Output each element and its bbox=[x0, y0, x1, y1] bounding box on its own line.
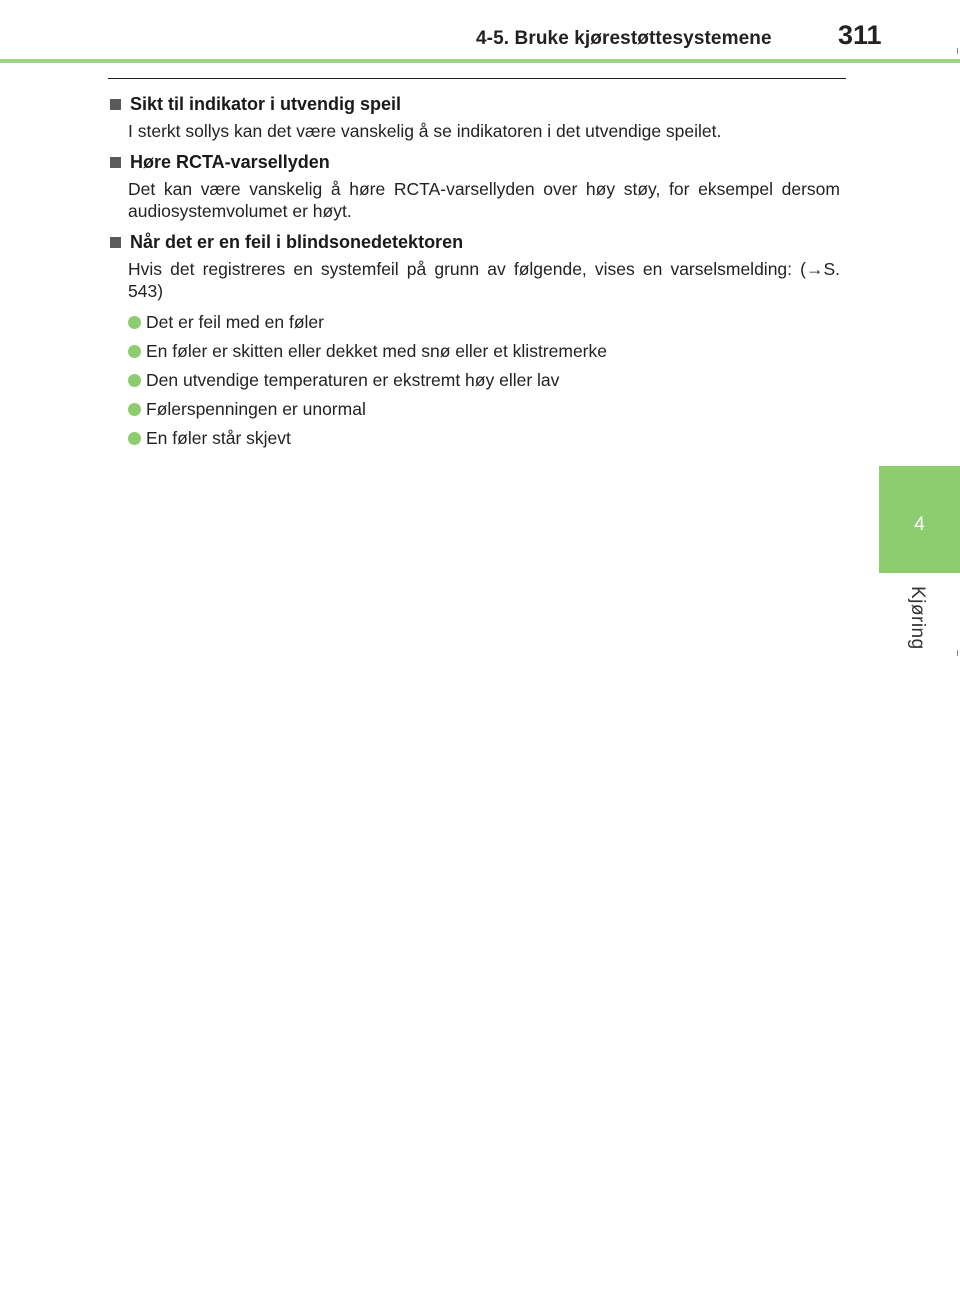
list-item-text: En føler er skitten eller dekket med snø eller et klistremerke bbox=[146, 341, 607, 361]
section-body: Hvis det registreres en systemfeil på grunn av følgende, vises en varselsmelding: (→S. 543) bbox=[128, 259, 840, 301]
page-number: 311 bbox=[838, 20, 882, 50]
cause-list bbox=[128, 308, 840, 453]
chapter-tab-label: Kjøring bbox=[907, 586, 928, 650]
section-heading bbox=[108, 92, 840, 116]
square-bullet-icon bbox=[110, 157, 121, 168]
section-body: I sterkt sollys kan det være vanskelig å se indikatoren i det utvendige speilet. bbox=[128, 121, 722, 141]
crop-mark bbox=[957, 48, 958, 54]
list-item-text: Den utvendige temperaturen er ekstremt høy eller lav bbox=[146, 370, 560, 390]
list-item bbox=[128, 308, 840, 337]
section-mirror-indicator bbox=[108, 92, 840, 142]
list-item bbox=[128, 424, 840, 453]
chapter-title: 4-5. Bruke kjørestøttesystemene bbox=[476, 28, 772, 49]
section-heading-text: Sikt til indikator i utvendig speil bbox=[130, 93, 402, 114]
round-bullet-icon bbox=[128, 316, 141, 329]
list-item bbox=[128, 366, 840, 395]
chapter-tab-number: 4 bbox=[914, 514, 925, 535]
round-bullet-icon bbox=[128, 432, 141, 445]
header-divider bbox=[0, 59, 960, 63]
round-bullet-icon bbox=[128, 403, 141, 416]
content-divider bbox=[108, 78, 846, 79]
list-item-text: En føler står skjevt bbox=[146, 428, 291, 448]
crop-mark bbox=[957, 650, 958, 656]
square-bullet-icon bbox=[110, 99, 121, 110]
section-heading bbox=[108, 150, 840, 174]
list-item-text: Følerspenningen er unormal bbox=[146, 399, 366, 419]
chapter-tab[interactable] bbox=[879, 466, 960, 573]
section-heading bbox=[108, 230, 840, 254]
section-blind-spot-error bbox=[108, 230, 840, 453]
section-rcta-sound bbox=[108, 150, 840, 222]
round-bullet-icon bbox=[128, 345, 141, 358]
section-heading-text: Når det er en feil i blindsonedetektoren bbox=[130, 231, 464, 252]
round-bullet-icon bbox=[128, 374, 141, 387]
section-body: Det kan være vanskelig å høre RCTA-varsellyden over høy støy, for eksempel dersom audiosystemvolumet er høyt. bbox=[128, 179, 840, 221]
list-item bbox=[128, 395, 840, 424]
page-content bbox=[108, 92, 840, 461]
square-bullet-icon bbox=[110, 237, 121, 248]
section-heading-text: Høre RCTA-varsellyden bbox=[130, 151, 330, 172]
list-item-text: Det er feil med en føler bbox=[146, 312, 324, 332]
list-item bbox=[128, 337, 840, 366]
